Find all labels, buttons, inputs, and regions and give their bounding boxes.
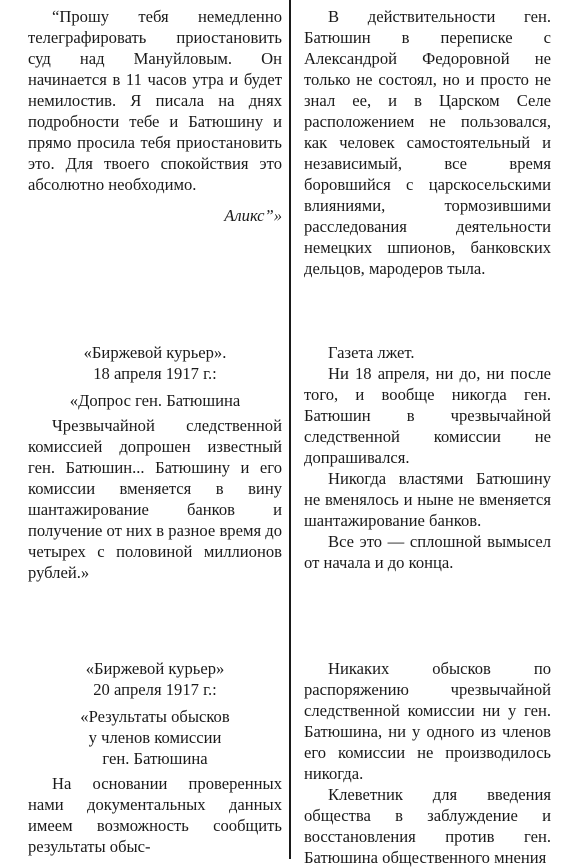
column-divider bbox=[289, 0, 291, 859]
rebuttal-paragraph: Газета лжет. bbox=[328, 343, 415, 362]
section3-left-column bbox=[28, 658, 282, 857]
newspaper-date: 18 апреля 1917 г.: bbox=[93, 364, 217, 383]
rebuttal-paragraph: В действительности ген. Батюшин в переписке с Александрой Федоровной не только не состоял, но и просто не знал ее, и в Царском Селе расположением не пользовался, как человек самостоятельный и независимый, все время боровшийся с царскосельскими влияниями, тормозившими расследования деятельности немецких шпионов, банковских дельцов, мародеров тыла. bbox=[304, 7, 551, 278]
article-quote: Чрезвычайной следственной комиссией допрошен известный ген. Батюшин... Батюшину и его комиссии вменяется в вину шантажирование банков и получение от них в разное время до четырех с половиной миллионов рублей.» bbox=[28, 416, 282, 582]
newspaper-source: «Биржевой курьер». bbox=[83, 343, 227, 362]
section2-right-column bbox=[304, 342, 551, 573]
rebuttal-paragraph: Никаких обысков по распоряжению чрезвычайной следственной комиссии ни у ген. Батюшина, ни у одного из членов его комиссии не производилось никогда. bbox=[304, 659, 551, 783]
letter-signature: Аликс”» bbox=[224, 206, 282, 225]
section1-left-column bbox=[28, 6, 282, 226]
section1-right-column bbox=[304, 6, 551, 279]
section3-right-column bbox=[304, 658, 551, 868]
letter-quote: “Прошу тебя немедленно телеграфировать приостановить суд над Мануйловым. Он начинается в 11 часов утра и будет немилостив. Я писала на днях подробности тебе и Батюшину и прямо просила тебя приостановить это. Для твоего спокойствия это абсолютно необходимо. bbox=[28, 7, 282, 194]
section2-left-column bbox=[28, 342, 282, 583]
article-title-line: у членов комиссии bbox=[88, 728, 222, 747]
article-title-line: ген. Батюшина bbox=[102, 749, 208, 768]
rebuttal-paragraph: Ни 18 апреля, ни до, ни после того, и вообще никогда ген. Батюшин в чрезвычайной следственной комиссии не допрашивался. bbox=[304, 364, 551, 467]
newspaper-source: «Биржевой курьер» bbox=[85, 659, 225, 678]
article-quote: На основании проверенных нами документальных данных имеем возможность сообщить результаты обыс- bbox=[28, 774, 282, 856]
rebuttal-paragraph: Никогда властями Батюшину не вменялось и ныне не вменяется шантажирование банков. bbox=[304, 469, 551, 530]
article-title: «Допрос ген. Батюшина bbox=[69, 391, 241, 410]
article-title-line: «Результаты обысков bbox=[80, 707, 230, 726]
rebuttal-paragraph: Все это — сплошной вымысел от начала и до конца. bbox=[304, 532, 551, 572]
newspaper-date: 20 апреля 1917 г.: bbox=[93, 680, 217, 699]
rebuttal-paragraph: Клеветник для введения общества в заблуждение и восстановления против ген. Батюшина общественного мнения bbox=[304, 785, 551, 867]
